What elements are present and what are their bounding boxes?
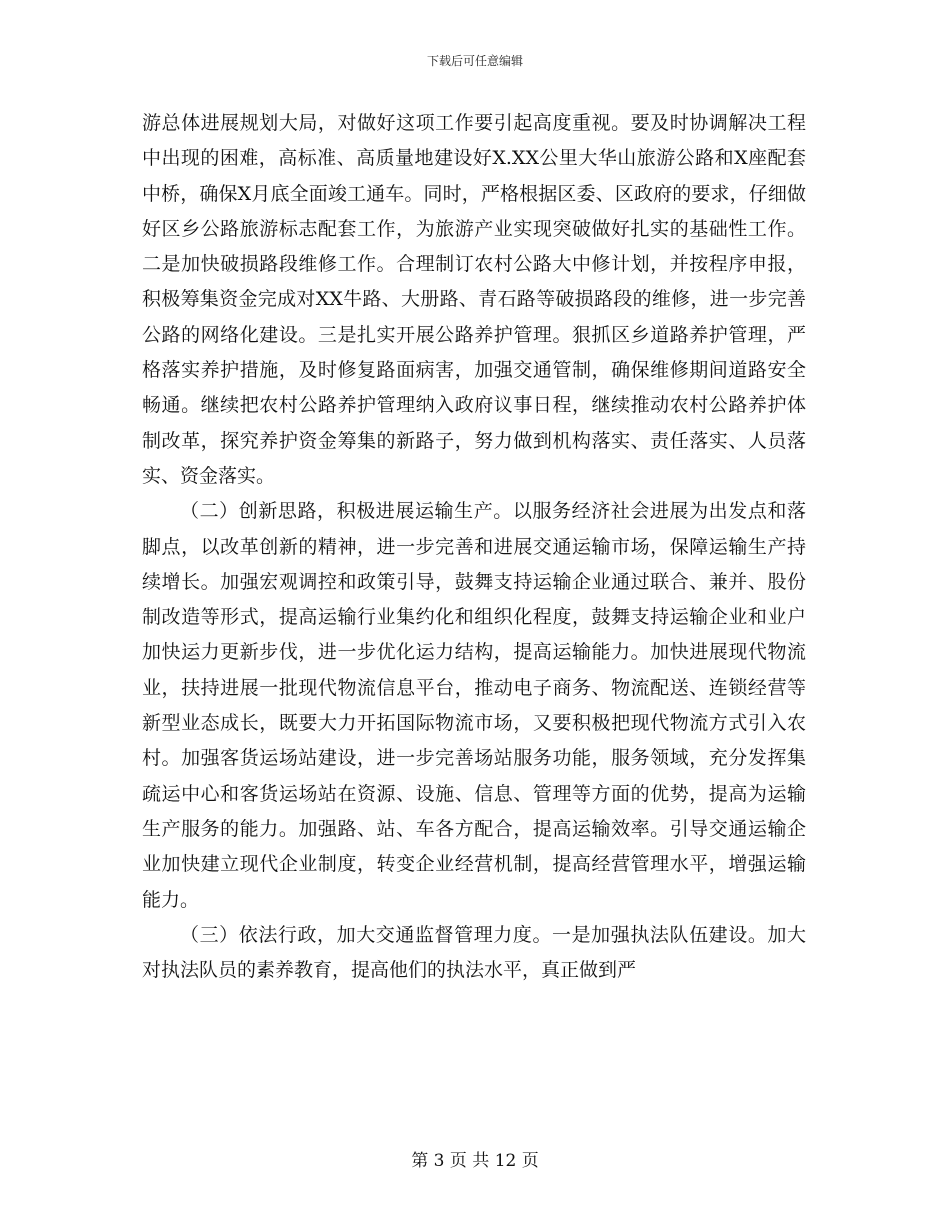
paragraph-2: （二）创新思路，积极进展运输生产。以服务经济社会进展为出发点和落脚点，以改革创新的精神，进一步完善和进展交通运输市场，保障运输生产持续增长。加强宏观调控和政策引导，鼓舞支持运输企业通过联合、兼并、股份制改造等形式，提高运输行业集约化和组织化程度，鼓舞支持运输企业和业户加快运力更新步伐，进一步优化运力结构，提高运输能力。加快进展现代物流业，扶持进展一批现代物流信息平台，推动电子商务、物流配送、连锁经营等新型业态成长，既要大力开拓国际物流市场，又要积极把现代物流方式引入农村。加强客货运场站建设，进一步完善场站服务功能，服务领域，充分发挥集疏运中心和客货运场站在资源、设施、信息、管理等方面的优势，提高为运输生产服务的能力。加强路、站、车各方配合，提高运输效率。引导交通运输企业加快建立现代企业制度，转变企业经营机制，提高经营管理水平，增强运输能力。 [142,500,806,911]
page-header: 下载后可任意编辑 [426,54,523,68]
document-body [142,106,806,988]
page-footer: 第 3 页 共 12 页 [411,1151,539,1171]
paragraph-3: （三）依法行政，加大交通监督管理力度。一是加强执法队伍建设。加大对执法队员的素养教育，提高他们的执法水平，真正做到严 [142,923,806,982]
paragraph-1: 游总体进展规划大局，对做好这项工作要引起高度重视。要及时协调解决工程中出现的困难，高标准、高质量地建设好X.XX公里大华山旅游公路和X座配套中桥，确保X月底全面竣工通车。同时，严格根据区委、区政府的要求，仔细做好区乡公路旅游标志配套工作，为旅游产业实现突破做好扎实的基础性工作。二是加快破损路段维修工作。合理制订农村公路大中修计划，并按程序申报，积极筹集资金完成对XX牛路、大册路、青石路等破损路段的维修，进一步完善公路的网络化建设。三是扎实开展公路养护管理。狠抓区乡道路养护管理，严格落实养护措施，及时修复路面病害，加强交通管制，确保维修期间道路安全畅通。继续把农村公路养护管理纳入政府议事日程，继续推动农村公路养护体制改革，探究养护资金筹集的新路子，努力做到机构落实、责任落实、人员落实、资金落实。 [142,112,806,487]
